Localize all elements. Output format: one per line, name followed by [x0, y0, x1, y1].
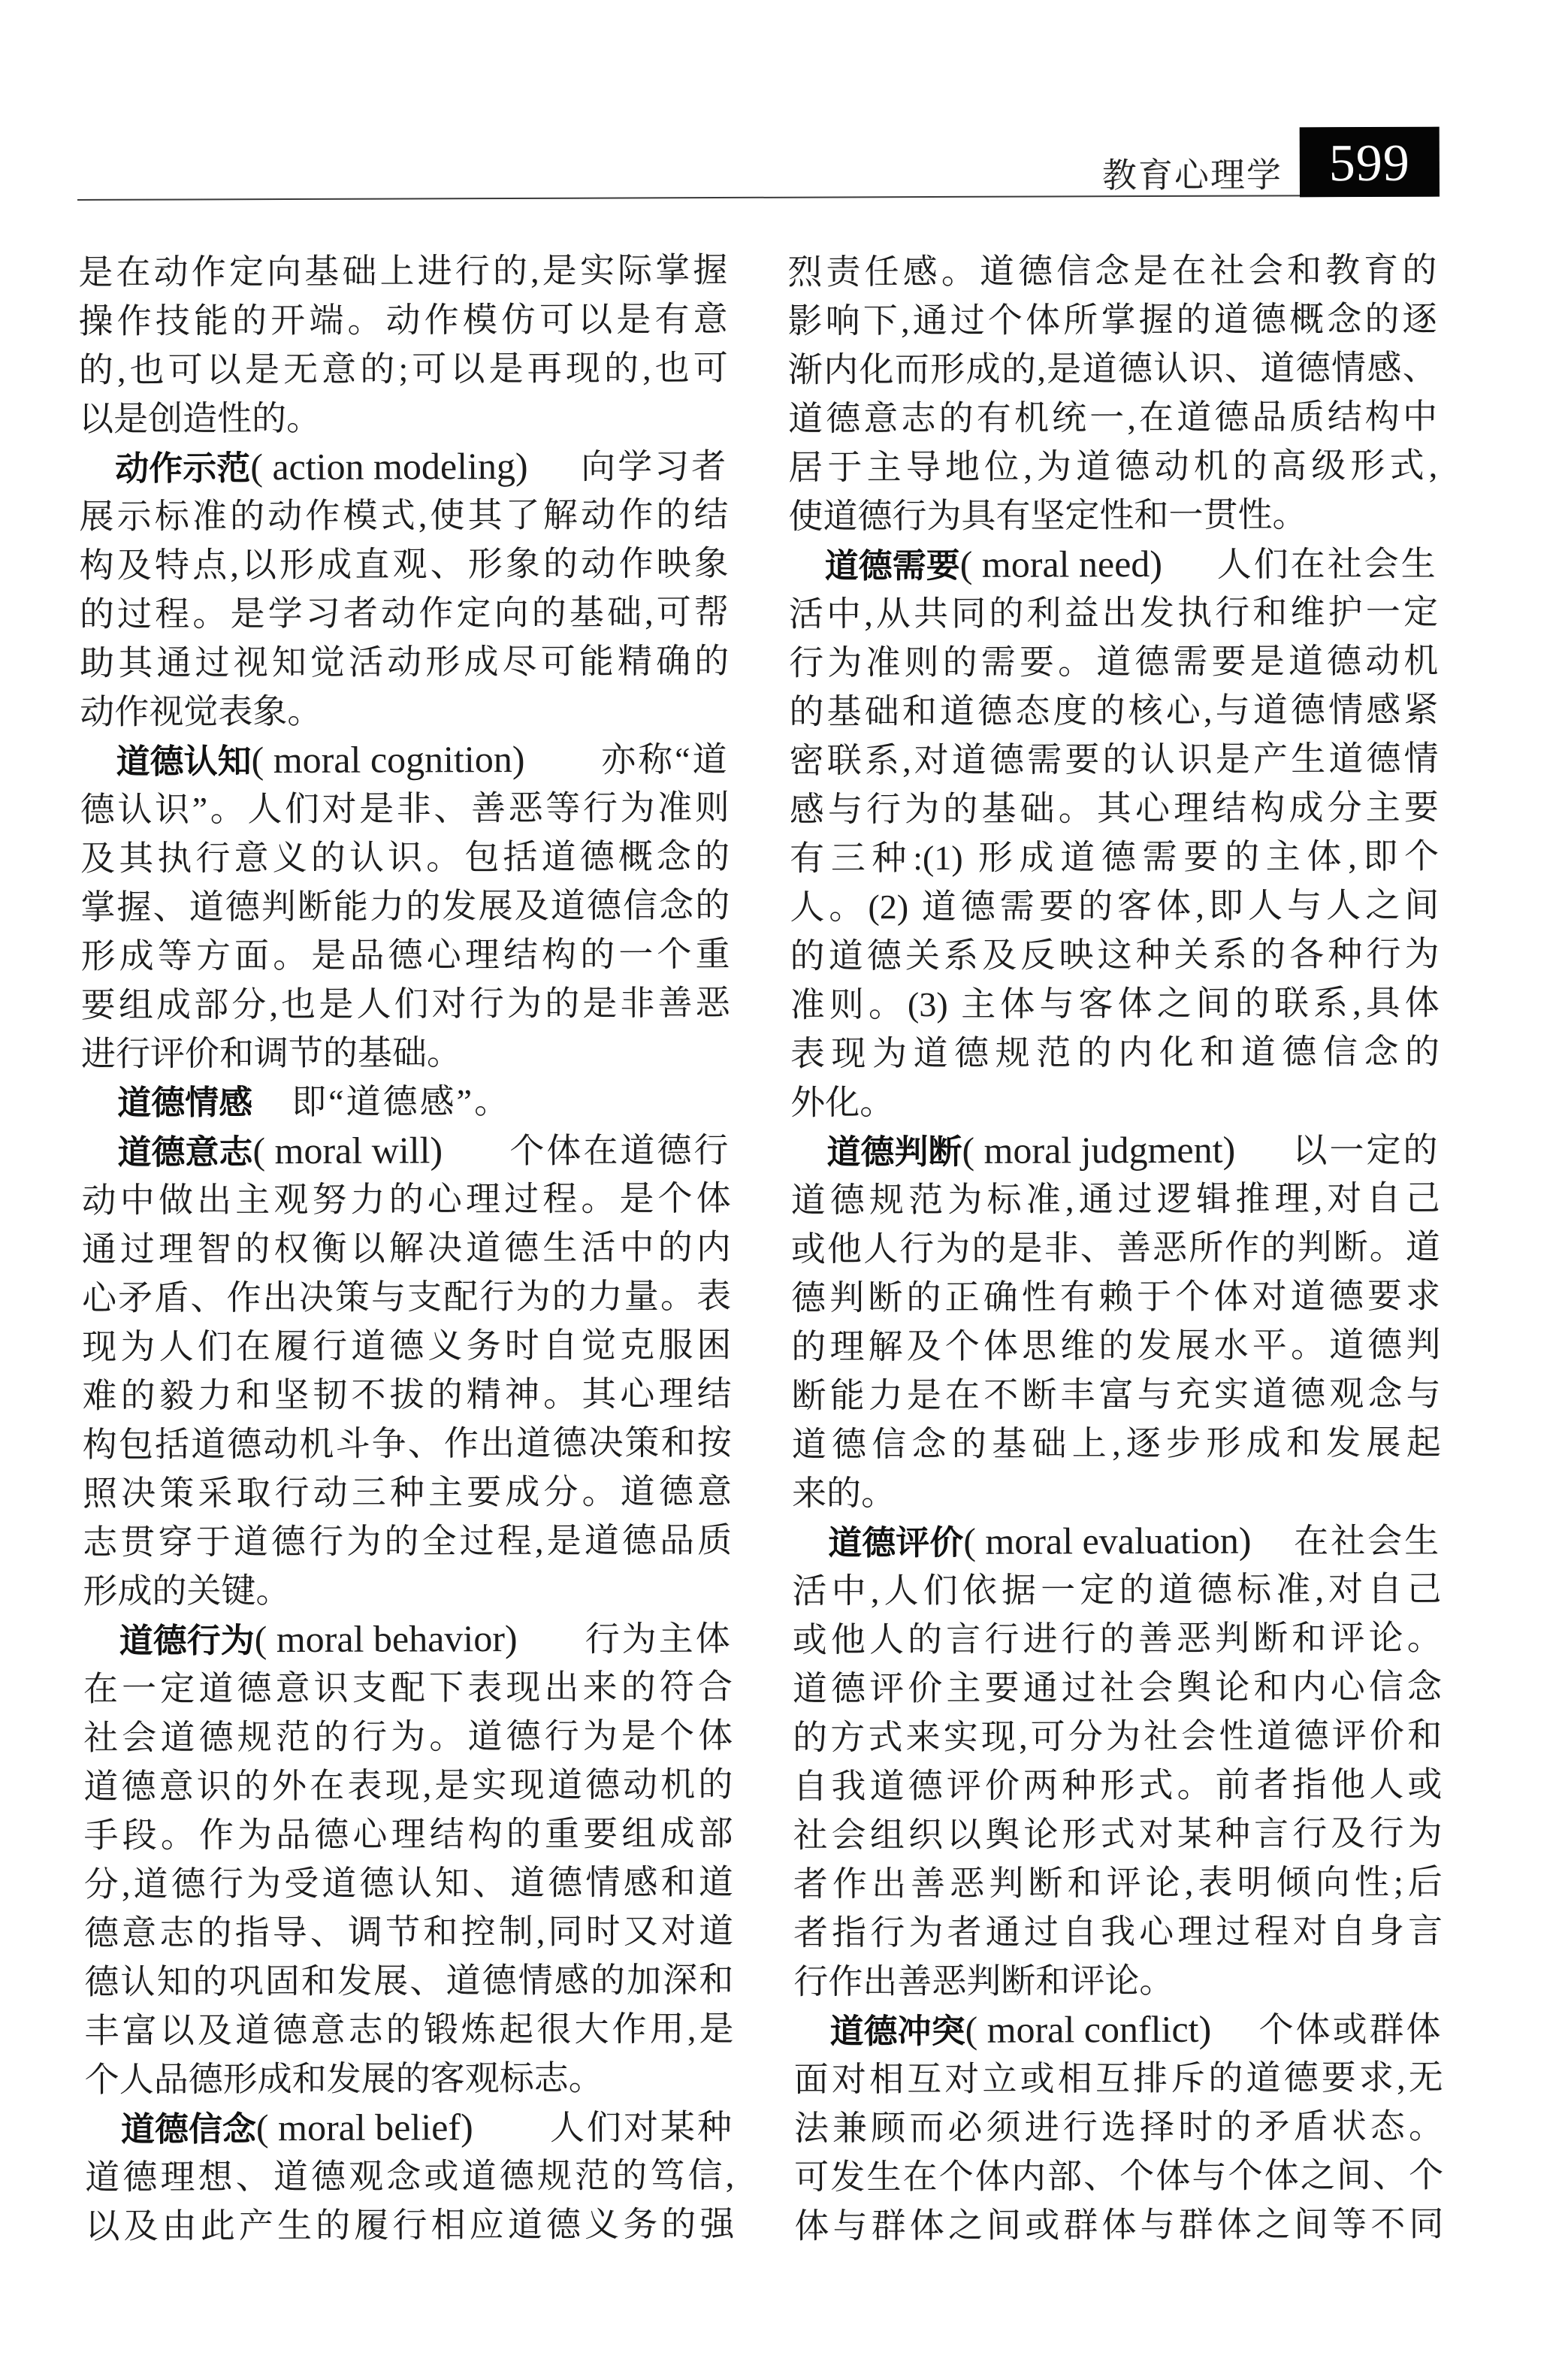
entry-head-group [115, 442, 528, 492]
text-line: 者作出善恶判断和评论,表明倾向性;后 [793, 1862, 1443, 1904]
page-number: 599 [1328, 134, 1410, 193]
entry-head-line [80, 734, 729, 785]
entry-action-modeling [79, 441, 729, 736]
text-line: 社会道德规范的行为。道德行为是个体 [83, 1716, 733, 1757]
english-term: ( moral will) [252, 1129, 443, 1172]
entry-head-line [81, 1125, 730, 1176]
text-line: 手段。作为品德心理结构的重要组成部 [83, 1813, 733, 1855]
definition-text: 向学习者 [581, 446, 729, 486]
definition-text: 个体在道德行 [509, 1130, 731, 1170]
text-line: 进行评价和调节的基础。 [80, 1033, 462, 1073]
entry-head-group [119, 1614, 518, 1665]
text-line: 以是创造性的。 [78, 398, 322, 438]
english-term: ( moral evaluation) [963, 1519, 1252, 1562]
definition-text: 行为主体 [585, 1619, 733, 1659]
text-line: 外化。 [790, 1083, 895, 1122]
entry-head-group [829, 2005, 1211, 2055]
text-line: 德判断的正确性有赖于个体对道德要求 [791, 1276, 1441, 1317]
text-line: 的过程。是学习者动作定向的基础,可帮 [79, 592, 730, 634]
text-line: 分,道德行为受道德认知、道德情感和道 [83, 1862, 733, 1904]
text-line: 自我道德评价两种形式。前者指他人或 [793, 1765, 1443, 1806]
text-line: 心矛盾、作出决策与支配行为的力量。表 [82, 1276, 732, 1317]
definition-text: 即“道德感”。 [292, 1081, 512, 1122]
text-line: 可发生在个体内部、个体与个体之间、个 [794, 2155, 1444, 2197]
definition-text: 人们对某种 [549, 2107, 735, 2147]
entry-moral-conflict [793, 2004, 1443, 2251]
text-line: 活中,人们依据一定的道德标准,对自己 [792, 1569, 1442, 1610]
text-line: 或他人的言行进行的善恶判断和评论。 [792, 1618, 1442, 1659]
text-line: 道德规范为标准,通过逻辑推理,对自己 [790, 1178, 1440, 1220]
text-line: 密联系,对道德需要的认识是产生道德情 [789, 739, 1439, 780]
text-line: 构及特点,以形成直观、形象的动作映象 [79, 543, 729, 585]
headword: 道德需要 [824, 545, 960, 586]
entry-moral-cognition [80, 734, 730, 1078]
english-term: ( moral belief) [255, 2106, 473, 2149]
entry-head-line [83, 1613, 733, 1665]
entry-head-group [826, 1126, 1235, 1176]
english-term: ( moral cognition) [251, 737, 525, 782]
page-number-box [1300, 127, 1440, 198]
text-line: 人。(2) 道德需要的客体,即人与人之间 [790, 885, 1440, 927]
definition-text: 亦称“道 [601, 739, 730, 779]
text-line: 是在动作定向基础上进行的,是实际掌握 [78, 250, 728, 292]
entry-moral-judgment [790, 1125, 1441, 1518]
text-line: 行作出善恶判断和评论。 [793, 1961, 1174, 2001]
headword: 道德认知 [116, 741, 252, 782]
text-line: 道德意志的有机统一,在道德品质结构中 [787, 397, 1438, 438]
text-line: 有三种:(1) 形成道德需要的主体,即个 [789, 836, 1440, 878]
text-line: 准则。(3) 主体与客体之间的联系,具体 [790, 983, 1440, 1024]
text-line: 法兼顾而必须进行选择时的矛盾状态。 [793, 2106, 1444, 2148]
headword: 动作示范 [115, 448, 251, 488]
text-line: 现为人们在履行道德义务时自觉克服困 [82, 1325, 732, 1366]
entry-moral-emotion [81, 1076, 730, 1127]
text-line: 的基础和道德态度的核心,与道德情感紧 [789, 690, 1439, 731]
text-line: 志贯穿于道德行为的全过程,是道德品质 [83, 1520, 733, 1562]
english-term: ( moral conflict) [965, 2007, 1212, 2051]
definition-text: 以一定的 [1292, 1130, 1440, 1170]
entry-head-line [790, 1125, 1440, 1176]
text-line: 或他人行为的是非、善恶所作的判断。道 [790, 1227, 1440, 1269]
text-line: 道德评价主要通过社会舆论和内心信念 [792, 1667, 1443, 1708]
entry-moral-evaluation [792, 1516, 1443, 2007]
text-line: 烈责任感。道德信念是在社会和教育的 [787, 250, 1437, 292]
text-line: 动作视觉表象。 [80, 691, 322, 731]
text-line: 动中做出主观努力的心理过程。是个体 [81, 1178, 731, 1220]
text-line: 感与行为的基础。其心理结构成分主要 [789, 788, 1439, 829]
text-line: 丰富以及道德意志的锻炼起很大作用,是 [84, 2009, 734, 2050]
text-line: 难的毅力和坚韧不拔的精神。其心理结 [82, 1374, 732, 1415]
text-line: 影响下,通过个体所掌握的道德概念的逐 [787, 299, 1437, 340]
text-line: 断能力是在不断丰富与充实道德观念与 [791, 1374, 1441, 1415]
english-term: ( moral behavior) [254, 1616, 518, 1661]
entry-moral-belief-continued [787, 246, 1437, 541]
entry-head-group [121, 2103, 473, 2153]
text-line: 德认知的巩固和发展、道德情感的加深和 [84, 1960, 734, 2001]
entry-head-line [85, 2102, 734, 2153]
text-line: 表现为道德规范的内化和道德信念的 [790, 1032, 1440, 1073]
text-line: 形成等方面。是品德心理结构的一个重 [80, 934, 730, 975]
text-line: 行为准则的需要。道德需要是道德动机 [789, 641, 1439, 682]
headword: 道德冲突 [829, 2010, 965, 2052]
text-line: 德认识”。人们对是非、善恶等行为准则 [80, 788, 730, 829]
text-line: 操作技能的开端。动作模仿可以是有意 [78, 299, 728, 340]
entry-head-line [792, 1516, 1441, 1567]
entry-continued [78, 246, 728, 443]
text-line: 道德理想、道德观念或道德规范的笃信, [85, 2155, 735, 2197]
text-line: 通过理智的权衡以解决道德生活中的内 [81, 1227, 731, 1269]
entry-head-group [116, 735, 524, 785]
text-line: 在一定道德意识支配下表现出来的符合 [83, 1667, 733, 1708]
definition-text: 在社会生 [1294, 1521, 1442, 1561]
entry-head-line [789, 539, 1438, 590]
entry-head-line [793, 2004, 1443, 2055]
text-line: 德意志的指导、调节和控制,同时又对道 [83, 1911, 734, 1952]
text-line: 的道德关系及反映这种关系的各种行为 [790, 934, 1440, 975]
entry-moral-will [81, 1125, 732, 1616]
text-line: 展示标准的动作模式,使其了解动作的结 [79, 494, 729, 536]
entry-moral-need [789, 539, 1440, 1127]
entry-head-group [828, 1517, 1251, 1567]
text-line: 的方式来实现,可分为社会性道德评价和 [793, 1716, 1443, 1757]
right-column [787, 246, 1443, 2251]
english-term: ( moral judgment) [962, 1128, 1236, 1172]
entry-moral-behavior [83, 1613, 734, 2104]
text-line: 居于主导地位,为道德动机的高级形式, [788, 446, 1438, 487]
text-line: 渐内化而形成的,是道德认识、道德情感、 [787, 348, 1437, 389]
english-term: ( moral need) [959, 542, 1163, 585]
text-line: 的,也可以是无意的;可以是再现的,也可 [78, 348, 728, 389]
entry-head-group [117, 1126, 443, 1176]
text-line: 社会组织以舆论形式对某种言行及行为 [793, 1813, 1443, 1855]
text-line: 掌握、道德判断能力的发展及道德信念的 [80, 885, 730, 927]
text-line: 体与群体之间或群体与群体之间等不同 [794, 2204, 1444, 2245]
definition-text: 个体或群体 [1258, 2010, 1443, 2049]
headword: 道德行为 [119, 1620, 255, 1661]
text-line: 的理解及个体思维的发展水平。道德判 [791, 1325, 1441, 1366]
entry-head-group [825, 540, 1163, 590]
english-term: ( action modeling) [250, 444, 528, 488]
text-line: 使道德行为具有坚定性和一贯性。 [788, 495, 1307, 536]
text-line: 面对相互对立或相互排斥的道德要求,无 [793, 2058, 1443, 2099]
text-line: 者指行为者通过自我心理过程对自身言 [793, 1911, 1443, 1952]
entry-head-line [79, 441, 728, 492]
text-line: 活中,从共同的利益出发执行和维护一定 [788, 592, 1439, 634]
running-title: 教育心理学 [1101, 156, 1283, 195]
text-line: 要组成部分,也是人们对行为的是非善恶 [80, 983, 730, 1024]
text-line: 助其通过视知觉活动形成尽可能精确的 [80, 641, 730, 682]
text-line: 及其执行意义的认识。包括道德概念的 [80, 836, 730, 878]
text-line: 来的。 [791, 1474, 896, 1513]
headword: 道德评价 [828, 1522, 964, 1563]
headword: 道德信念 [120, 2109, 257, 2149]
text-line: 形成的关键。 [83, 1571, 291, 1610]
entry-head-line [81, 1076, 730, 1127]
text-line: 个人品德形成和发展的客观标志。 [84, 2058, 603, 2099]
entry-moral-belief [85, 2102, 735, 2251]
text-line: 照决策采取行动三种主要成分。道德意 [82, 1471, 733, 1513]
text-line: 以及由此产生的履行相应道德义务的强 [85, 2204, 735, 2245]
left-column [78, 246, 734, 2251]
definition-text: 人们在社会生 [1216, 544, 1438, 584]
text-line: 道德信念的基础上,逐步形成和发展起 [791, 1423, 1441, 1464]
headword: 道德判断 [826, 1131, 962, 1172]
headword: 道德情感 [117, 1082, 253, 1123]
headword: 道德意志 [117, 1132, 253, 1172]
text-line: 构包括道德动机斗争、作出道德决策和按 [82, 1423, 732, 1464]
text-line: 道德意识的外在表现,是实现道德动机的 [83, 1765, 733, 1806]
